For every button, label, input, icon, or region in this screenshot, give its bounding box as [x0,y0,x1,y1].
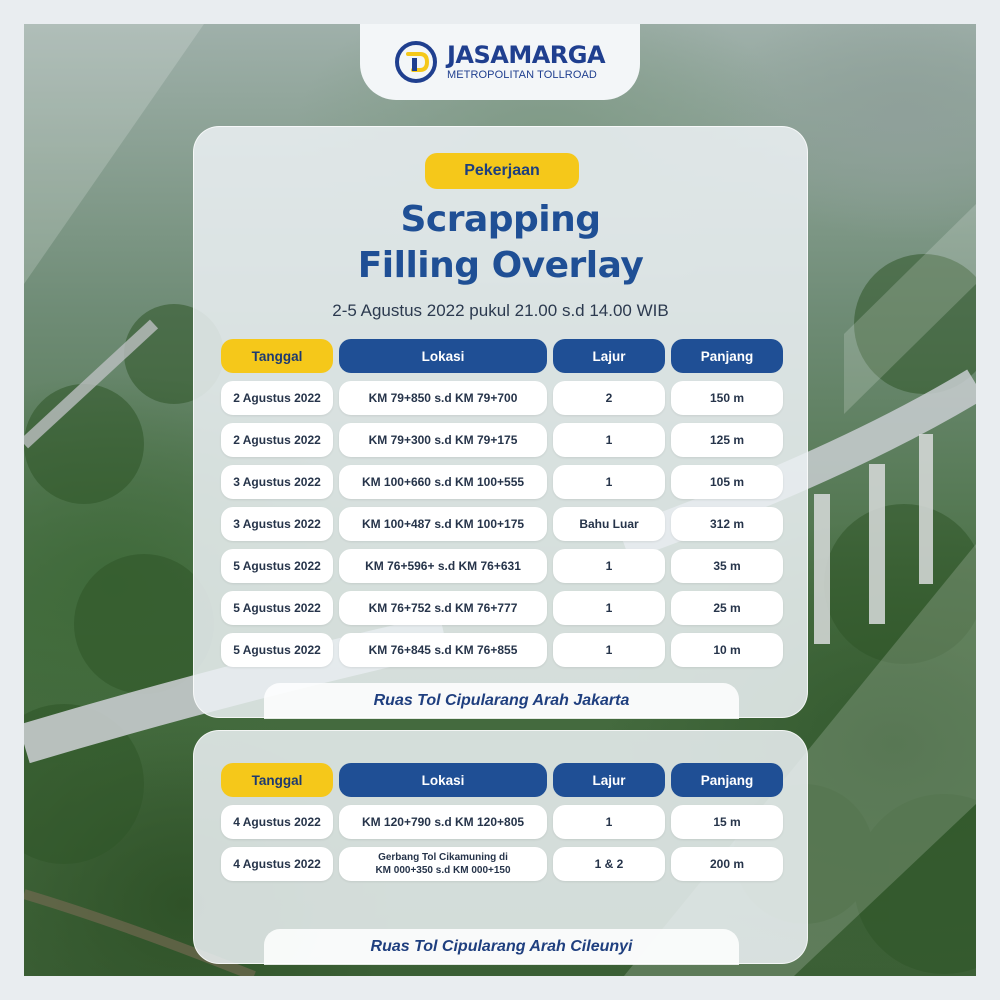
brand-subtitle: METROPOLITAN TOLLROAD [446,69,597,81]
table-row [194,381,809,415]
cell-tanggal: 3 Agustus 2022 [221,507,333,541]
cell-lokasi: KM 76+845 s.d KM 76+855 [339,633,547,667]
lokasi-line-2: KM 000+350 s.d KM 000+150 [375,865,511,876]
header-panjang: Panjang [671,339,783,373]
cell-lajur: 1 & 2 [553,847,665,881]
cell-tanggal: 4 Agustus 2022 [221,847,333,881]
header-tanggal: Tanggal [221,763,333,797]
cell-lokasi: KM 120+790 s.d KM 120+805 [339,805,547,839]
cell-lajur: Bahu Luar [553,507,665,541]
background-photo [24,24,976,976]
cell-lajur: 2 [553,381,665,415]
route-label-cileunyi: Ruas Tol Cipularang Arah Cileunyi [264,929,739,965]
cell-lajur: 1 [553,465,665,499]
schedule-panel-cileunyi [193,730,808,964]
table-row [194,633,809,667]
table-row [194,591,809,625]
cell-lokasi: KM 79+850 s.d KM 79+700 [339,381,547,415]
cell-panjang: 35 m [671,549,783,583]
table-row [194,805,809,839]
cell-panjang: 25 m [671,591,783,625]
cell-panjang: 10 m [671,633,783,667]
cell-panjang: 125 m [671,423,783,457]
cell-tanggal: 5 Agustus 2022 [221,633,333,667]
header-lokasi: Lokasi [339,763,547,797]
cell-lokasi: KM 79+300 s.d KM 79+175 [339,423,547,457]
title-line-2: Filling Overlay [357,245,644,286]
cell-panjang: 312 m [671,507,783,541]
header-lajur: Lajur [553,763,665,797]
table-row [194,423,809,457]
table-row [194,549,809,583]
work-badge: Pekerjaan [425,153,579,189]
header-lokasi: Lokasi [339,339,547,373]
cell-lajur: 1 [553,423,665,457]
schedule-panel-jakarta [193,126,808,718]
schedule-subtitle: 2-5 Agustus 2022 pukul 21.00 s.d 14.00 WIB [332,301,669,320]
cell-lokasi: KM 100+660 s.d KM 100+555 [339,465,547,499]
lokasi-line-1: Gerbang Tol Cikamuning di [378,851,508,863]
cell-tanggal: 5 Agustus 2022 [221,591,333,625]
cell-lokasi [339,847,547,881]
route-label-jakarta: Ruas Tol Cipularang Arah Jakarta [264,683,739,719]
cell-tanggal: 2 Agustus 2022 [221,381,333,415]
logo-header [360,24,640,100]
cell-lajur: 1 [553,805,665,839]
title-line-1: Scrapping [400,199,601,240]
brand-name: JASAMARGA [446,41,606,69]
cell-lajur: 1 [553,549,665,583]
cell-panjang: 105 m [671,465,783,499]
cell-panjang: 15 m [671,805,783,839]
cell-lajur: 1 [553,591,665,625]
cell-tanggal: 3 Agustus 2022 [221,465,333,499]
header-panjang: Panjang [671,763,783,797]
cell-lokasi: KM 76+596+ s.d KM 76+631 [339,549,547,583]
header-tanggal: Tanggal [221,339,333,373]
table-row [194,507,809,541]
table-row [194,465,809,499]
header-lajur: Lajur [553,339,665,373]
cell-lajur: 1 [553,633,665,667]
cell-tanggal: 4 Agustus 2022 [221,805,333,839]
table-row [194,847,809,881]
cell-lokasi: KM 76+752 s.d KM 76+777 [339,591,547,625]
cell-tanggal: 2 Agustus 2022 [221,423,333,457]
cell-tanggal: 5 Agustus 2022 [221,549,333,583]
cell-panjang: 200 m [671,847,783,881]
cell-lokasi: KM 100+487 s.d KM 100+175 [339,507,547,541]
cell-panjang: 150 m [671,381,783,415]
jasamarga-logo-icon [395,41,437,83]
